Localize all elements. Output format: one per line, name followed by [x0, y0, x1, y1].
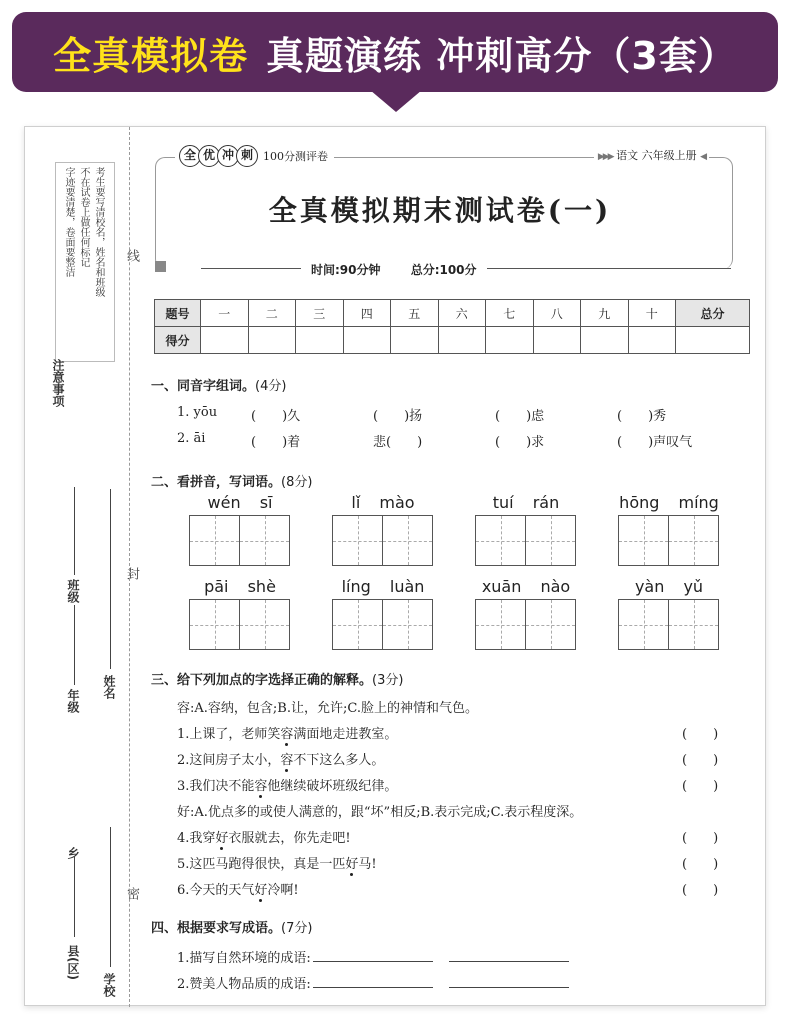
- brand-block: [175, 145, 334, 167]
- answer-line[interactable]: [313, 976, 433, 988]
- col-7: 七: [486, 300, 534, 327]
- grid-cell[interactable]: [618, 599, 669, 650]
- grid-cell[interactable]: [475, 515, 526, 566]
- answer-paren[interactable]: ( ): [682, 831, 719, 846]
- section3-definition-rong: 容:A.容纳，包含;B.让，允许;C.脸上的神情和气色。: [177, 701, 478, 716]
- score-table: [154, 299, 750, 354]
- section4-question-1: [177, 947, 569, 966]
- triangle-arrows-icon: ▶▶▶: [597, 152, 613, 162]
- school-label: 学校: [102, 973, 116, 997]
- q-text: 2.这间房子太小，: [177, 753, 281, 768]
- banner-pointer: [370, 90, 422, 112]
- score-cell[interactable]: [438, 327, 486, 354]
- banner-rest: 真题演练 冲刺高分（3套）: [266, 33, 737, 78]
- answer-paren[interactable]: ( ): [682, 753, 719, 768]
- answer-line[interactable]: [313, 950, 433, 962]
- answer-paren[interactable]: ( ): [682, 883, 719, 898]
- col-2: 二: [248, 300, 296, 327]
- dotted-char: 好: [345, 857, 359, 872]
- q-text: 1.上课了，老师笑: [177, 727, 281, 742]
- section3-question-4: [177, 827, 351, 846]
- answer-line[interactable]: [449, 976, 569, 988]
- line-mark: 线: [124, 249, 139, 262]
- dotted-char: 容: [280, 753, 294, 768]
- section1-points: (4分): [255, 379, 287, 394]
- binding-strip: [25, 127, 139, 1007]
- section1-row2-item2: 悲( ): [373, 435, 423, 450]
- dotted-char: 容: [254, 779, 268, 794]
- grid-cell[interactable]: [668, 599, 719, 650]
- col-4: 四: [343, 300, 391, 327]
- section1-row1-item3: ( )虑: [495, 409, 545, 424]
- writing-grid[interactable]: [618, 515, 720, 566]
- score-cell[interactable]: [533, 327, 581, 354]
- grid-cell[interactable]: [382, 515, 433, 566]
- township-underline: [74, 857, 75, 937]
- q-text: 衣服就去，你先走吧!: [228, 831, 351, 846]
- name-underline: [110, 489, 111, 669]
- section3-definition-hao: 好:A.优点多的或使人满意的，跟“坏”相反;B.表示完成;C.表示程度深。: [177, 805, 583, 820]
- section2-title-text: 二、看拼音，写词语。: [151, 475, 282, 490]
- writing-grid[interactable]: [332, 515, 434, 566]
- col-9: 九: [581, 300, 629, 327]
- grid-cell[interactable]: [332, 515, 383, 566]
- dotted-char: 好: [215, 831, 229, 846]
- grid-cell[interactable]: [525, 515, 576, 566]
- brand-char-4: 刺: [236, 145, 258, 167]
- col-10: 十: [628, 300, 676, 327]
- section3-question-2: [177, 749, 384, 768]
- grid-cell[interactable]: [525, 599, 576, 650]
- score-table-header-row: [155, 300, 750, 327]
- county-label: 县(区): [66, 945, 80, 980]
- section1-row1-item1: ( )久: [251, 409, 301, 424]
- answer-paren[interactable]: ( ): [682, 727, 719, 742]
- grid-cell[interactable]: [475, 599, 526, 650]
- seal-mark: 封: [124, 567, 139, 580]
- writing-grid[interactable]: [475, 599, 577, 650]
- section2-points: (8分): [281, 475, 313, 490]
- q-text: 冷啊!: [267, 883, 299, 898]
- exam-total: 总分:100分: [410, 263, 477, 277]
- section3-points: (3分): [372, 673, 404, 688]
- q-text: 马!: [358, 857, 377, 872]
- notice-line-3: 字迹要清楚，卷面要整洁: [63, 167, 74, 277]
- writing-grid[interactable]: [189, 515, 291, 566]
- answer-line[interactable]: [449, 950, 569, 962]
- grid-cell[interactable]: [332, 599, 383, 650]
- banner-text: [12, 12, 778, 92]
- writing-grid[interactable]: [475, 515, 577, 566]
- section4-title-text: 四、根据要求写成语。: [151, 921, 282, 936]
- q-text: 满面地走进教室。: [293, 727, 398, 742]
- grid-cell[interactable]: [189, 515, 240, 566]
- exam-meta: [301, 261, 487, 278]
- section1-row2-item1: ( )着: [251, 435, 301, 450]
- section1-title-text: 一、同音字组词。: [151, 379, 256, 394]
- pinyin-label: pāi shè: [204, 577, 276, 596]
- section1-row2-item4: ( )声叹气: [617, 435, 693, 450]
- grid-cell[interactable]: [239, 599, 290, 650]
- col-5: 五: [391, 300, 439, 327]
- q-text: 6.今天的天气: [177, 883, 255, 898]
- name-label: 姓名: [102, 675, 116, 699]
- section2-title: [151, 471, 312, 490]
- question-number-label: 题号: [155, 300, 201, 327]
- col-3: 三: [296, 300, 344, 327]
- class-label: 班级: [66, 579, 80, 603]
- grid-cell[interactable]: [189, 599, 240, 650]
- q-text: 他继续破坏班级纪律。: [267, 779, 398, 794]
- corner-marker: [155, 261, 166, 272]
- subject-text: 语文 六年级上册: [616, 149, 697, 162]
- exam-paper: [24, 126, 766, 1006]
- section4-points: (7分): [281, 921, 313, 936]
- score-cell[interactable]: [248, 327, 296, 354]
- col-8: 八: [533, 300, 581, 327]
- brand-char-1: 全: [179, 145, 201, 167]
- q-text: 2.赞美人物品质的成语:: [177, 977, 311, 992]
- score-cell[interactable]: [581, 327, 629, 354]
- section3-title-text: 三、给下列加点的字选择正确的解释。: [151, 673, 373, 688]
- score-cell[interactable]: [201, 327, 249, 354]
- grade-underline: [74, 605, 75, 685]
- grade-label: 年级: [66, 689, 80, 713]
- section4-question-2: [177, 973, 569, 992]
- exam-title: 全真模拟期末测试卷(一): [268, 194, 612, 227]
- total-label: 总分: [676, 300, 750, 327]
- pinyin-label: hōng míng: [619, 493, 719, 512]
- promo-banner: [12, 12, 778, 92]
- pinyin-label: líng luàn: [341, 577, 425, 596]
- col-1: 一: [201, 300, 249, 327]
- score-cell[interactable]: [486, 327, 534, 354]
- section1-row1-label: 1. yōu: [177, 405, 218, 420]
- score-cell[interactable]: [296, 327, 344, 354]
- q-text: 1.描写自然环境的成语:: [177, 951, 311, 966]
- score-cell[interactable]: [391, 327, 439, 354]
- q-text: 4.我穿: [177, 831, 216, 846]
- notice-line-1: 考生要写清校名，姓名和班级: [93, 167, 104, 297]
- pinyin-label: lǐ mào: [351, 493, 415, 512]
- writing-grid[interactable]: [189, 599, 291, 650]
- section3-question-6: [177, 879, 299, 898]
- grid-cell[interactable]: [382, 599, 433, 650]
- section1-title: [151, 375, 286, 394]
- section1-row1-item4: ( )秀: [617, 409, 667, 424]
- triangle-left-icon: ◀: [700, 152, 705, 162]
- dotted-char: 容: [280, 727, 294, 742]
- notice-line-2: 不在试卷上做任何标记: [78, 167, 89, 267]
- section3-question-3: [177, 775, 397, 794]
- subject-label: [594, 147, 709, 163]
- school-underline: [110, 827, 111, 967]
- grid-cell[interactable]: [618, 515, 669, 566]
- section1-row2-item3: ( )求: [495, 435, 545, 450]
- pinyin-label: wén sī: [207, 493, 273, 512]
- dotted-char: 好: [254, 883, 268, 898]
- brand-char-3: 冲: [217, 145, 239, 167]
- pinyin-label: yàn yǔ: [634, 577, 704, 596]
- score-table-score-row: [155, 327, 750, 354]
- writing-grid[interactable]: [332, 599, 434, 650]
- banner-highlight: 全真模拟卷: [53, 33, 249, 78]
- secret-mark: 密: [124, 887, 139, 900]
- grid-cell[interactable]: [668, 515, 719, 566]
- q-text: 5.这匹马跑得很快，真是一匹: [177, 857, 346, 872]
- township-label: 乡: [66, 847, 80, 859]
- q-text: 3.我们决不能: [177, 779, 255, 794]
- section3-title: [151, 669, 403, 688]
- writing-grid[interactable]: [618, 599, 720, 650]
- pinyin-label: xuān nào: [481, 577, 571, 596]
- answer-paren[interactable]: ( ): [682, 857, 719, 872]
- col-6: 六: [438, 300, 486, 327]
- binding-dash-line: [129, 127, 130, 1007]
- notice-title: 注意事项: [51, 359, 65, 407]
- section3-question-1: [177, 723, 397, 742]
- brand-subtitle: 100分测评卷: [263, 150, 328, 163]
- answer-paren[interactable]: ( ): [682, 779, 719, 794]
- exam-time: 时间:90分钟: [311, 263, 381, 277]
- section1-row1-item2: ( )扬: [373, 409, 423, 424]
- score-cell[interactable]: [343, 327, 391, 354]
- section4-title: [151, 917, 312, 936]
- pinyin-label: tuí rán: [492, 493, 560, 512]
- q-text: 不下这么多人。: [293, 753, 385, 768]
- class-underline: [74, 487, 75, 575]
- section1-row2-label: 2. āi: [177, 431, 206, 446]
- score-cell[interactable]: [628, 327, 676, 354]
- grid-cell[interactable]: [239, 515, 290, 566]
- section3-question-5: [177, 853, 377, 872]
- brand-char-2: 优: [198, 145, 220, 167]
- total-score-cell[interactable]: [676, 327, 750, 354]
- score-label: 得分: [155, 327, 201, 354]
